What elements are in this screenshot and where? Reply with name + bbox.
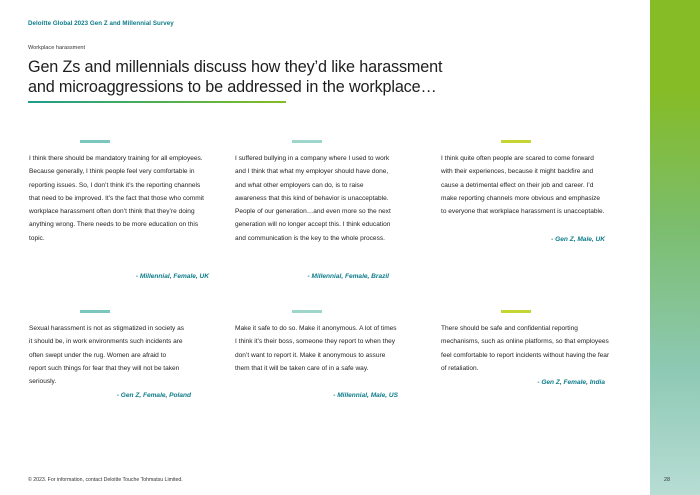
decorative-side-band bbox=[650, 0, 700, 495]
quote-accent-bar bbox=[80, 310, 110, 313]
page-number: 28 bbox=[664, 477, 670, 483]
page-headline: Gen Zs and millennials discuss how they’d like harassment and microaggressions to be addressed in the workplace… bbox=[28, 58, 443, 96]
quote-card bbox=[441, 140, 621, 250]
footer-copyright: © 2023. For information, contact Deloitte Touche Tohmatsu Limited. bbox=[28, 477, 183, 483]
quote-card bbox=[29, 140, 209, 290]
quote-accent-bar bbox=[292, 140, 322, 143]
quote-attribution: - Millennial, Female, Brazil bbox=[307, 273, 389, 280]
headline-underline bbox=[28, 101, 286, 103]
quote-attribution: - Gen Z, Male, UK bbox=[551, 236, 605, 243]
quote-text: I think quite often people are scared to come forward with their experiences, because it might backfire and cause a detrimental effect on their job and career. I’d make reporting channels more obvious and emphasize to everyone that workplace harassment is unacceptable. bbox=[441, 155, 605, 216]
quote-text: There should be safe and confidential reporting mechanisms, such as online platforms, so that employees feel comfortable to report incidents without having the fear of retaliation. bbox=[441, 325, 610, 372]
quote-attribution: - Millennial, Male, US bbox=[333, 392, 398, 399]
quote-accent-bar bbox=[501, 140, 531, 143]
quote-card bbox=[235, 310, 415, 405]
quote-attribution: - Gen Z, Female, Poland bbox=[116, 392, 191, 399]
report-title: Deloitte Global 2023 Gen Z and Millennial Survey bbox=[28, 20, 174, 27]
quote-text: I think there should be mandatory training for all employees. Because generally, I think people feel very comfortable in reporting issues. So, I don’t think it’s the reporting channels that need to be improved. It’s the fact that those who commit workplace harassment often don’t think that they’re doing anything wrong. There needs to be more education on this topic. bbox=[29, 155, 204, 242]
quote-accent-bar bbox=[80, 140, 110, 143]
quote-card bbox=[29, 310, 209, 405]
section-label: Workplace harassment bbox=[28, 45, 86, 51]
quote-accent-bar bbox=[292, 310, 322, 313]
quote-text: Make it safe to do so. Make it anonymous. A lot of times I think it’s their boss, someone they report to when they don’t want to report it. Make it anonymous to assure them that it will be taken care of in a safe way. bbox=[235, 325, 397, 372]
quote-text: I suffered bullying in a company where I used to work and I think that what my employer should have done, and what other employers can do, is to raise awareness that this kind of behavior is unacceptable. People of our generation…and even more so the next generation will no longer accept this. I think education and communication is the key to the whole process. bbox=[235, 155, 391, 242]
quote-text: Sexual harassment is not as stigmatized in society as it should be, in work environments such incidents are often swept under the rug. Women are afraid to report such things for fear that they will not be taken seriously. bbox=[29, 325, 185, 386]
quote-card bbox=[441, 310, 621, 395]
quote-accent-bar bbox=[501, 310, 531, 313]
quote-card bbox=[235, 140, 415, 290]
quote-attribution: - Gen Z, Female, India bbox=[537, 379, 605, 386]
quote-attribution: - Millennial, Female, UK bbox=[135, 273, 209, 280]
